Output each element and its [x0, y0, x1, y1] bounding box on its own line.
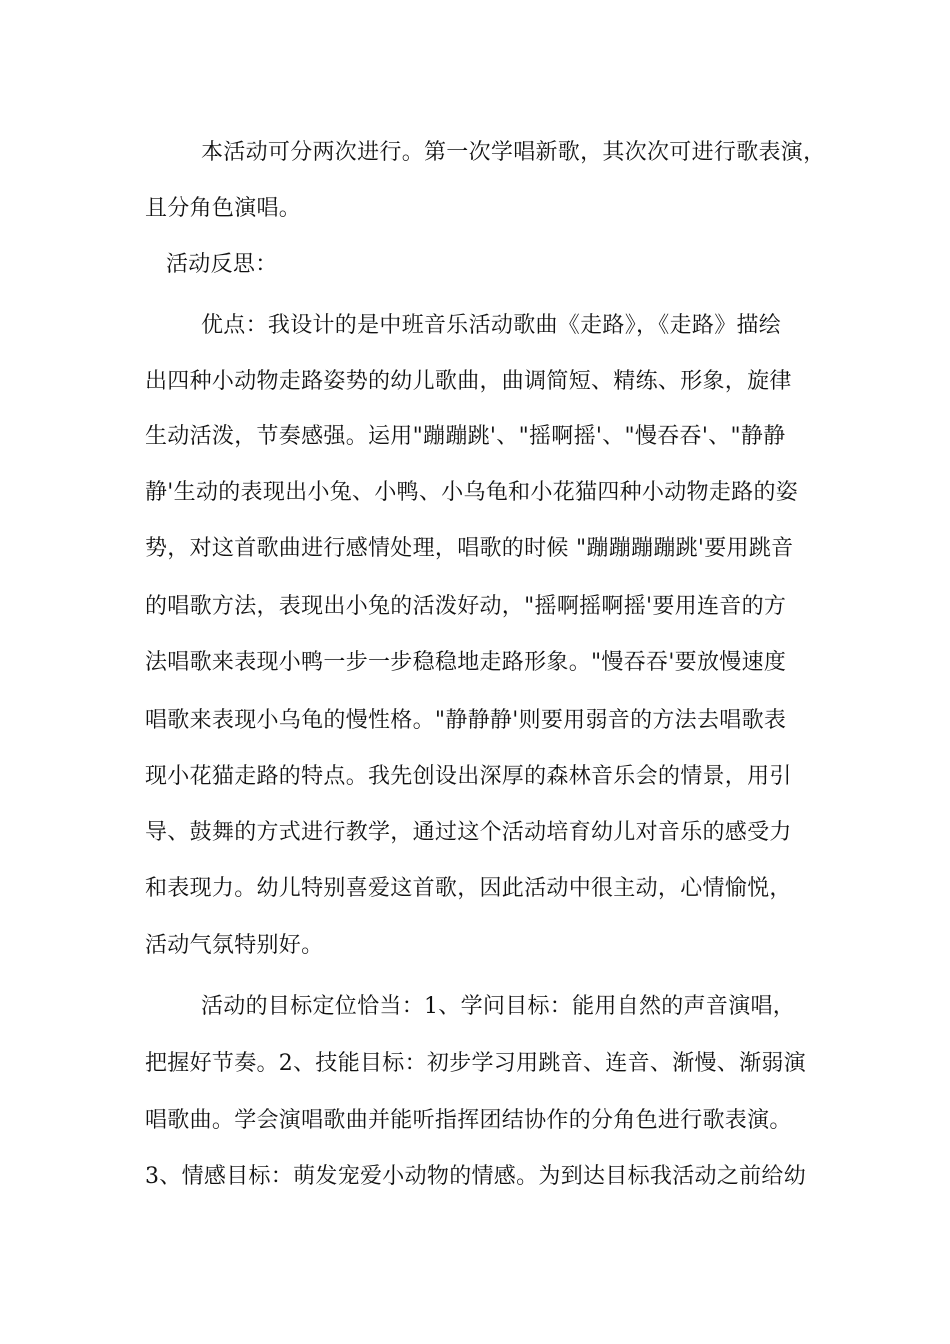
paragraph-line: 法唱歌来表现小鸭一步一步稳稳地走路形象。"慢吞吞'要放慢速度 — [145, 650, 787, 675]
paragraph-line: 唱歌曲。学会演唱歌曲并能听指挥团结协作的分角色进行歌表演。 — [145, 1108, 792, 1133]
paragraph-line: 导、鼓舞的方式进行教学，通过这个活动培育幼儿对音乐的感受力 — [145, 820, 792, 845]
paragraph-line: 唱歌来表现小乌龟的慢性格。"静静静'则要用弱音的方法去唱歌表 — [145, 708, 787, 733]
paragraph-line: 本活动可分两次进行。第一次学唱新歌，其次次可进行歌表演， — [201, 140, 826, 165]
section-heading: 活动反思： — [166, 252, 278, 277]
paragraph-line: 3、情感目标：萌发宠爱小动物的情感。为到达目标我活动之前给幼 — [145, 1164, 806, 1189]
paragraph-line: 优点：我设计的是中班音乐活动歌曲《走路》，《走路》描绘 — [201, 313, 782, 338]
paragraph-line: 静'生动的表现出小兔、小鸭、小乌龟和小花猫四种小动物走路的姿 — [145, 480, 799, 505]
paragraph-line: 出四种小动物走路姿势的幼儿歌曲，曲调简短、精练、形象，旋律 — [145, 369, 792, 394]
paragraph-line: 把握好节奏。2、技能目标：初步学习用跳音、连音、渐慢、渐弱演 — [145, 1051, 806, 1076]
paragraph-line: 势，对这首歌曲进行感情处理，唱歌的时候 "蹦蹦蹦蹦跳'要用跳音 — [145, 536, 794, 561]
paragraph-line: 现小花猫走路的特点。我先创设出深厚的森林音乐会的情景，用引 — [145, 764, 792, 789]
paragraph-line: 生动活泼，节奏感强。运用"蹦蹦跳'、"摇啊摇'、"慢吞吞'、"静静 — [145, 424, 786, 449]
paragraph-line: 活动的目标定位恰当：1、学问目标：能用自然的声音演唱， — [201, 994, 796, 1019]
paragraph-line: 的唱歌方法，表现出小兔的活泼好动，"摇啊摇啊摇'要用连音的方 — [145, 594, 787, 619]
paragraph-line: 和表现力。幼儿特别喜爱这首歌，因此活动中很主动，心情愉悦， — [145, 876, 792, 901]
paragraph-line: 且分角色演唱。 — [145, 196, 302, 221]
paragraph-line: 活动气氛特别好。 — [145, 933, 324, 958]
